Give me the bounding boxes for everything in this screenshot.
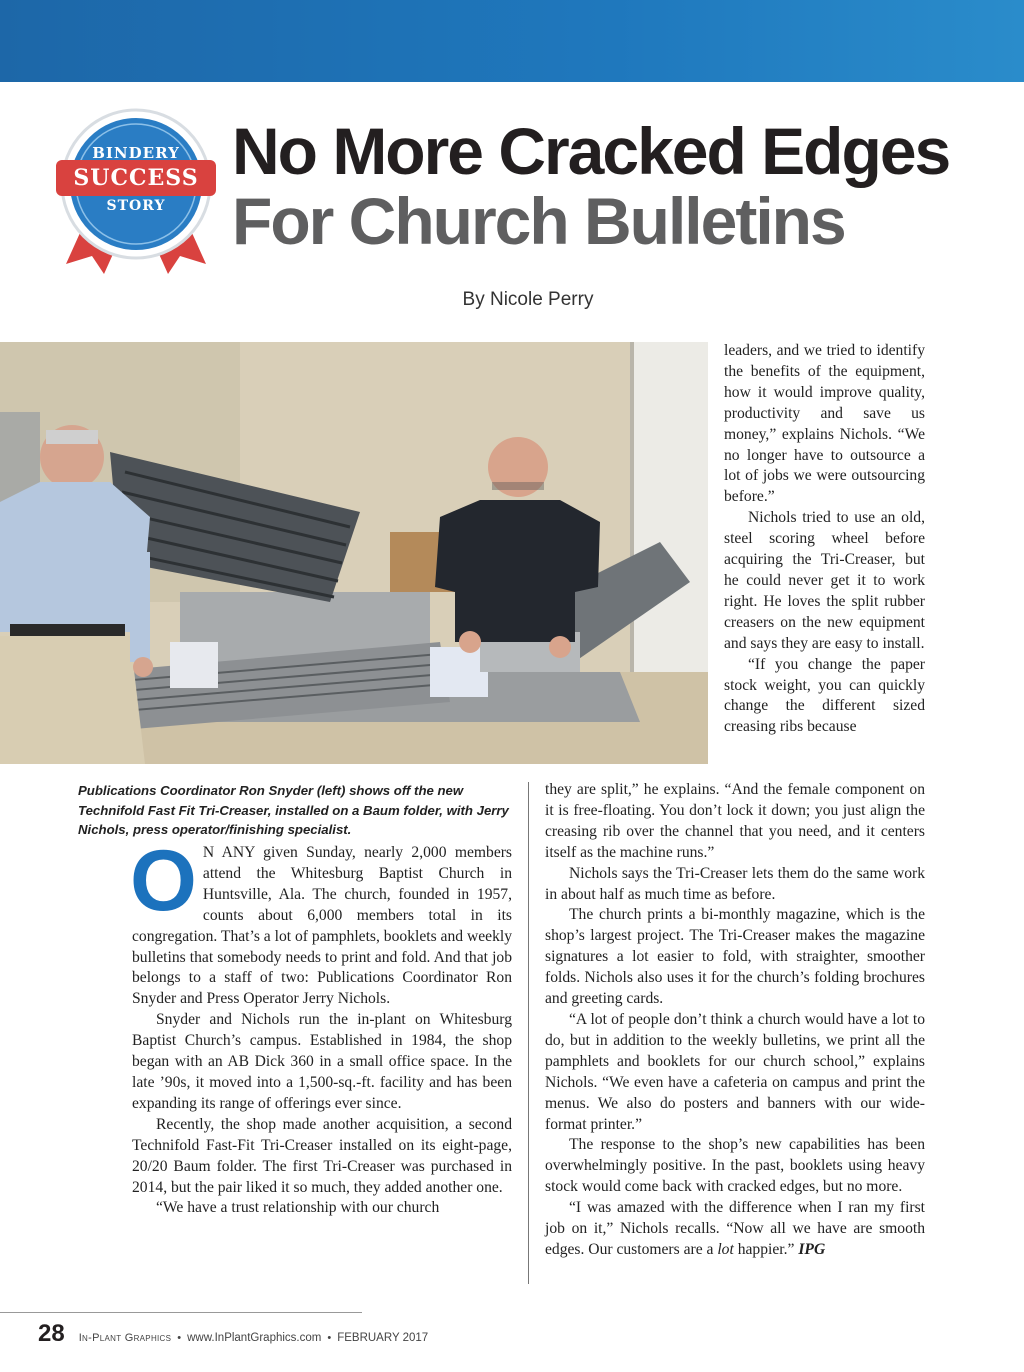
emphasis-text: lot [717, 1240, 734, 1258]
paragraph: “A lot of people don’t think a church would have a lot to do, but in addition to the weekly bulletins, we print all the pamphlets and booklets for our church school,” explains Nichols. “We even have a cafeteria on campus and print the menus. We also do posters and banners with our wide-format printer.” [545, 1010, 925, 1133]
photo-caption: Publications Coordinator Ron Snyder (left) shows off the new Technifold Fast Fit Tri-Creaser, installed on a Baum folder, with Jerry Nichols, press operator/finishing specialist. [78, 783, 509, 837]
paragraph: Nichols tried to use an old, steel scoring wheel before acquiring the Tri-Creaser, but he could never get it to work right. He loves the split rubber creasers on the new equipment and says they are easy to install. [724, 509, 925, 652]
headline-line-1: No More Cracked Edges [232, 114, 950, 188]
paragraph: The church prints a bi-monthly magazine, which is the shop’s largest project. The Tri-Creaser makes the magazine signatures a lot easier to fold, with straighter, smoother folds. Nichols also uses it for the church’s folding brochures and greeting cards. [545, 906, 925, 1008]
paragraph: Nichols says the Tri-Creaser lets them do the same work in about half as much time as before. [545, 864, 925, 903]
badge-line-3: STORY [106, 198, 166, 214]
drop-cap: O [130, 833, 197, 929]
publication-name: In-Plant Graphics [78, 1332, 172, 1344]
paragraph [130, 833, 512, 1010]
paragraph: “We have a trust relationship with our church [156, 1199, 440, 1217]
paragraph: “If you change the paper stock weight, you can quickly change the different sized creasing ribs because [724, 655, 925, 736]
paragraph: Snyder and Nichols run the in-plant on Whitesburg Baptist Church’s campus. Established in 1984, the shop began with an AB Dick 360 in a small office space. In the late ’90s, it moved into a 1,500-sq.-ft. facility and has been expanding its range of offerings ever since. [132, 1011, 512, 1112]
paragraph: Recently, the shop made another acquisition, a second Technifold Fast-Fit Tri-Creaser installed on its eight-page, 20/20 Baum folder. The first Tri-Creaser was purchased in 2014, but the pair liked it so much, they added another one. [132, 1115, 512, 1196]
article-column-right [545, 780, 925, 1261]
headline-line-2: For Church Bulletins [232, 184, 845, 258]
badge-line-2: SUCCESS [73, 165, 199, 191]
article-headline [232, 116, 992, 256]
paragraph [545, 1198, 925, 1261]
article-column-left [130, 833, 512, 1219]
paragraph-text: “I was amazed with the difference when I ran my first job on it,” Nichols recalls. “Now all we have are smooth edges. Our customers are a [545, 1199, 925, 1258]
byline: By Nicole Perry [462, 289, 594, 310]
end-mark: IPG [798, 1240, 826, 1258]
bindery-success-story-badge [56, 106, 216, 276]
paragraph: leaders, and we tried to identify the benefits of the equipment, how it would improve quality, productivity and save us money,” explains Nichols. “We no longer have to outsource a lot of jobs we were outsourcing before.” [724, 342, 925, 506]
paragraph-text: N ANY given Sunday, nearly 2,000 members attend the Whitesburg Baptist Church in Huntsville, Ala. The church, founded in 1957, counts about 6,000 members total in its congregation. That’s a lot of pamphlets, booklets and weekly bulletins that somebody needs to print and fold. And that job belongs to a staff of two: Publications Coordinator Ron Snyder and Press Operator Jerry Nichols. [132, 844, 512, 1008]
badge-line-1: BINDERY [92, 144, 180, 162]
article-column-right-top [724, 341, 925, 738]
footer-separator: • [177, 1332, 182, 1344]
paragraph: The response to the shop’s new capabilities has been overwhelmingly positive. In the past, booklets using heavy stock would come back with cracked edges, but no more. [545, 1136, 925, 1196]
issue-date: FEBRUARY 2017 [337, 1332, 429, 1344]
column-divider [528, 782, 529, 1284]
article-photo [0, 342, 708, 764]
page-number: 28 [38, 1320, 65, 1347]
top-color-band [0, 0, 1024, 82]
paragraph-text: happier.” [737, 1240, 795, 1258]
footer-rule [0, 1312, 362, 1313]
page-footer [38, 1320, 428, 1348]
paragraph: they are split,” he explains. “And the female component on it is free-floating. You don’t lock it down; you just align the creasing rib over the channel that you need, and it centers itself as the machine runs.” [545, 781, 925, 861]
publication-url: www.InPlantGraphics.com [187, 1332, 322, 1344]
badge-ribbon-icon [56, 106, 216, 276]
footer-separator: • [327, 1332, 332, 1344]
